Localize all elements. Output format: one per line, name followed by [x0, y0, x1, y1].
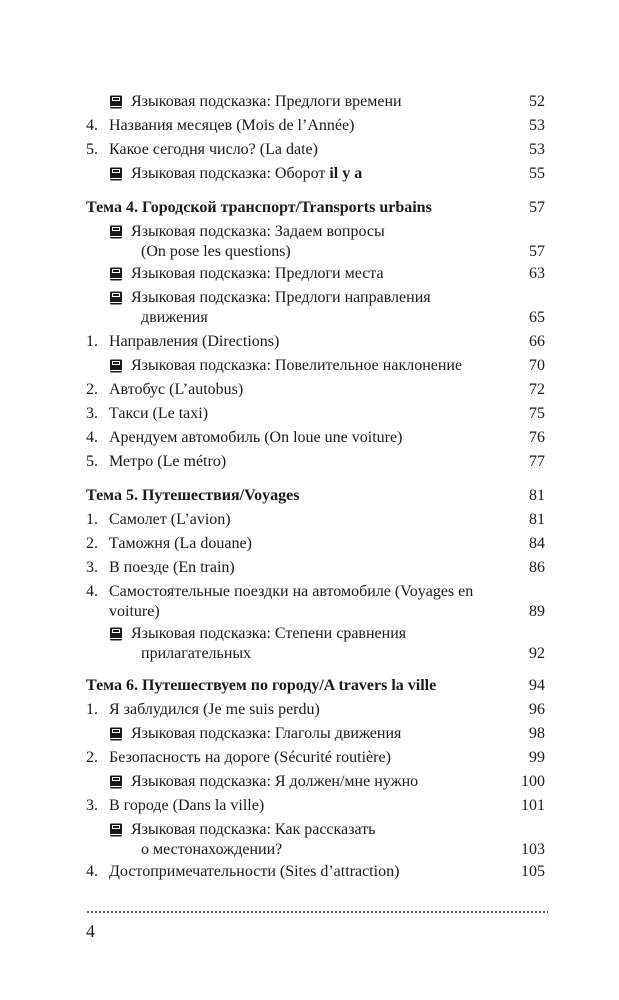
entry-page-number: 57: [529, 199, 545, 216]
toc-entry: [86, 380, 545, 400]
entry-number: 1.: [86, 333, 98, 350]
toc-theme-heading: [86, 676, 545, 696]
entry-title-text: Такси (Le taxi): [109, 405, 209, 422]
entry-number: 3.: [86, 405, 98, 422]
entry-number: 5.: [86, 141, 98, 158]
entry-page-number: 105: [521, 863, 545, 880]
toc-theme-heading: [86, 198, 545, 218]
entry-title: [109, 140, 318, 160]
toc-entry: [86, 140, 545, 160]
toc-hint-entry: [86, 264, 545, 284]
entry-page-number: 72: [529, 381, 545, 398]
entry-page-number: 98: [529, 725, 545, 742]
toc-hint-entry: [86, 222, 545, 262]
entry-page-number: 100: [521, 773, 545, 790]
entry-number: 4.: [86, 583, 98, 600]
book-icon: [109, 823, 123, 837]
book-icon: [109, 225, 123, 239]
entry-title: [86, 486, 300, 506]
entry-page-number: 52: [529, 93, 545, 110]
entry-title: [109, 534, 252, 554]
entry-title: [131, 772, 418, 792]
entry-number: 3.: [86, 797, 98, 814]
entry-title-text: Языковая подсказка: Предлоги места: [131, 265, 384, 282]
entry-page-number: 70: [529, 357, 545, 374]
entry-title: [109, 582, 473, 602]
entry-page-number: 75: [529, 405, 545, 422]
entry-title-text: Я заблудился (Je me suis perdu): [109, 701, 320, 718]
toc-hint-entry: [86, 164, 545, 184]
toc-entry: [86, 700, 545, 720]
book-icon: [109, 95, 123, 109]
entry-title-bold: il y a: [329, 165, 363, 182]
book-icon: [109, 291, 123, 305]
entry-page-number: 103: [521, 841, 545, 858]
toc-hint-entry: [86, 92, 545, 112]
entry-title: [109, 700, 320, 720]
entry-title: [131, 724, 401, 744]
entry-page-number: 77: [529, 453, 545, 470]
toc-hint-entry: [86, 624, 545, 664]
book-icon: [109, 267, 123, 281]
book-icon: [109, 727, 123, 741]
entry-title-text: Какое сегодня число? (La date): [109, 141, 318, 158]
entry-title-continued: движения: [141, 309, 208, 326]
entry-number: 2.: [86, 381, 98, 398]
toc-entry: [86, 116, 545, 136]
entry-title-text: Языковая подсказка: Повелительное наклонение: [131, 357, 463, 374]
entry-title-text: Тема 6. Путешествуем по городу/A travers la ville: [86, 677, 437, 694]
entry-title: [109, 452, 226, 472]
entry-title-text: Языковая подсказка: Глаголы движения: [131, 725, 402, 742]
entry-title-text: Названия месяцев (Mois de l’Année): [109, 117, 355, 134]
entry-page-number: 92: [529, 645, 545, 662]
entry-number: 5.: [86, 453, 98, 470]
entry-page-number: 94: [529, 677, 545, 694]
dotted-rule: [86, 911, 548, 913]
entry-title-text: В городе (Dans la ville): [109, 797, 265, 814]
entry-number: 2.: [86, 749, 98, 766]
book-icon: [109, 359, 123, 373]
toc-entry: [86, 510, 545, 530]
toc-entry: [86, 534, 545, 554]
entry-title-text: Языковая подсказка: Предлоги направления: [131, 289, 431, 306]
entry-title: [131, 820, 375, 840]
entry-title-continued: о местонахождении?: [141, 841, 283, 858]
entry-title-text: Самолет (L’avion): [109, 511, 231, 528]
toc-entry: [86, 582, 545, 622]
entry-page-number: 66: [529, 333, 545, 350]
entry-title: [131, 356, 462, 376]
entry-number: 2.: [86, 535, 98, 552]
entry-title-text: Самостоятельные поездки на автомобиле (Voyages en: [109, 583, 474, 600]
toc-entry: [86, 558, 545, 578]
page-number: 4: [86, 921, 95, 941]
entry-title: [109, 748, 391, 768]
toc-hint-entry: [86, 288, 545, 328]
entry-title: [86, 198, 432, 218]
entry-title: [131, 264, 384, 284]
entry-title-continued: (On pose les questions): [141, 243, 291, 260]
entry-page-number: 96: [529, 701, 545, 718]
entry-title-text: Языковая подсказка: Как рассказать: [131, 821, 376, 838]
entry-title: [109, 332, 279, 352]
entry-title: [109, 862, 399, 882]
toc-hint-entry: [86, 356, 545, 376]
toc-entry: [86, 452, 545, 472]
entry-title-text: Метро (Le métro): [109, 453, 227, 470]
entry-page-number: 57: [529, 243, 545, 260]
entry-page-number: 53: [529, 117, 545, 134]
entry-title-text: Безопасность на дороге (Sécurité routière): [109, 749, 391, 766]
entry-number: 4.: [86, 117, 98, 134]
entry-title: [109, 796, 264, 816]
entry-title-text: В поезде (En train): [109, 559, 235, 576]
toc-entry: [86, 428, 545, 448]
entry-number: 4.: [86, 863, 98, 880]
entry-number: 1.: [86, 701, 98, 718]
toc-entry: [86, 332, 545, 352]
entry-title: [109, 404, 208, 424]
entry-title-text: Тема 4. Городской транспорт/Transports urbains: [86, 199, 432, 216]
entry-title-text: Языковая подсказка: Предлоги времени: [131, 93, 402, 110]
entry-page-number: 55: [529, 165, 545, 182]
entry-page-number: 65: [529, 309, 545, 326]
entry-title: [131, 624, 406, 644]
entry-number: 1.: [86, 511, 98, 528]
entry-page-number: 84: [529, 535, 545, 552]
entry-number: 3.: [86, 559, 98, 576]
entry-title: [109, 380, 243, 400]
entry-page-number: 81: [529, 511, 545, 528]
book-icon: [109, 167, 123, 181]
entry-title: [109, 116, 354, 136]
entry-title-text: Таможня (La douane): [109, 535, 252, 552]
toc-entry: [86, 404, 545, 424]
toc-entry: [86, 748, 545, 768]
entry-title-text: Направления (Directions): [109, 333, 280, 350]
entry-title: [131, 288, 431, 308]
entry-page-number: 63: [529, 265, 545, 282]
entry-title-continued: voiture): [109, 603, 160, 620]
entry-title-text: Языковая подсказка: Степени сравнения: [131, 625, 407, 642]
entry-page-number: 76: [529, 429, 545, 446]
entry-title-text: Языковая подсказка: Я должен/мне нужно: [131, 773, 419, 790]
entry-page-number: 99: [529, 749, 545, 766]
entry-title: [109, 428, 402, 448]
entry-title-continued: прилагательных: [141, 645, 252, 662]
entry-title: [131, 92, 402, 112]
toc-hint-entry: [86, 820, 545, 860]
entry-title-text: Тема 5. Путешествия/Voyages: [86, 487, 300, 504]
entry-page-number: 89: [529, 603, 545, 620]
entry-title-text: Достопримечательности (Sites d’attraction): [109, 863, 400, 880]
entry-title-text: Языковая подсказка: Задаем вопросы: [131, 223, 385, 240]
entry-title: [109, 558, 235, 578]
toc-entry: [86, 796, 545, 816]
entry-title-text: Арендуем автомобиль (On loue une voiture): [109, 429, 403, 446]
entry-page-number: 53: [529, 141, 545, 158]
book-icon: [109, 627, 123, 641]
entry-title: [131, 164, 362, 184]
book-icon: [109, 775, 123, 789]
entry-page-number: 81: [529, 487, 545, 504]
entry-number: 4.: [86, 429, 98, 446]
entry-title-text: Языковая подсказка: Оборот: [131, 165, 330, 182]
entry-title: [86, 676, 436, 696]
entry-page-number: 101: [521, 797, 545, 814]
toc-entry: [86, 862, 545, 882]
entry-title-text: Автобус (L’autobus): [109, 381, 244, 398]
toc-theme-heading: [86, 486, 545, 506]
entry-title: [109, 510, 231, 530]
entry-title: [131, 222, 385, 242]
entry-page-number: 86: [529, 559, 545, 576]
toc-hint-entry: [86, 772, 545, 792]
toc-hint-entry: [86, 724, 545, 744]
